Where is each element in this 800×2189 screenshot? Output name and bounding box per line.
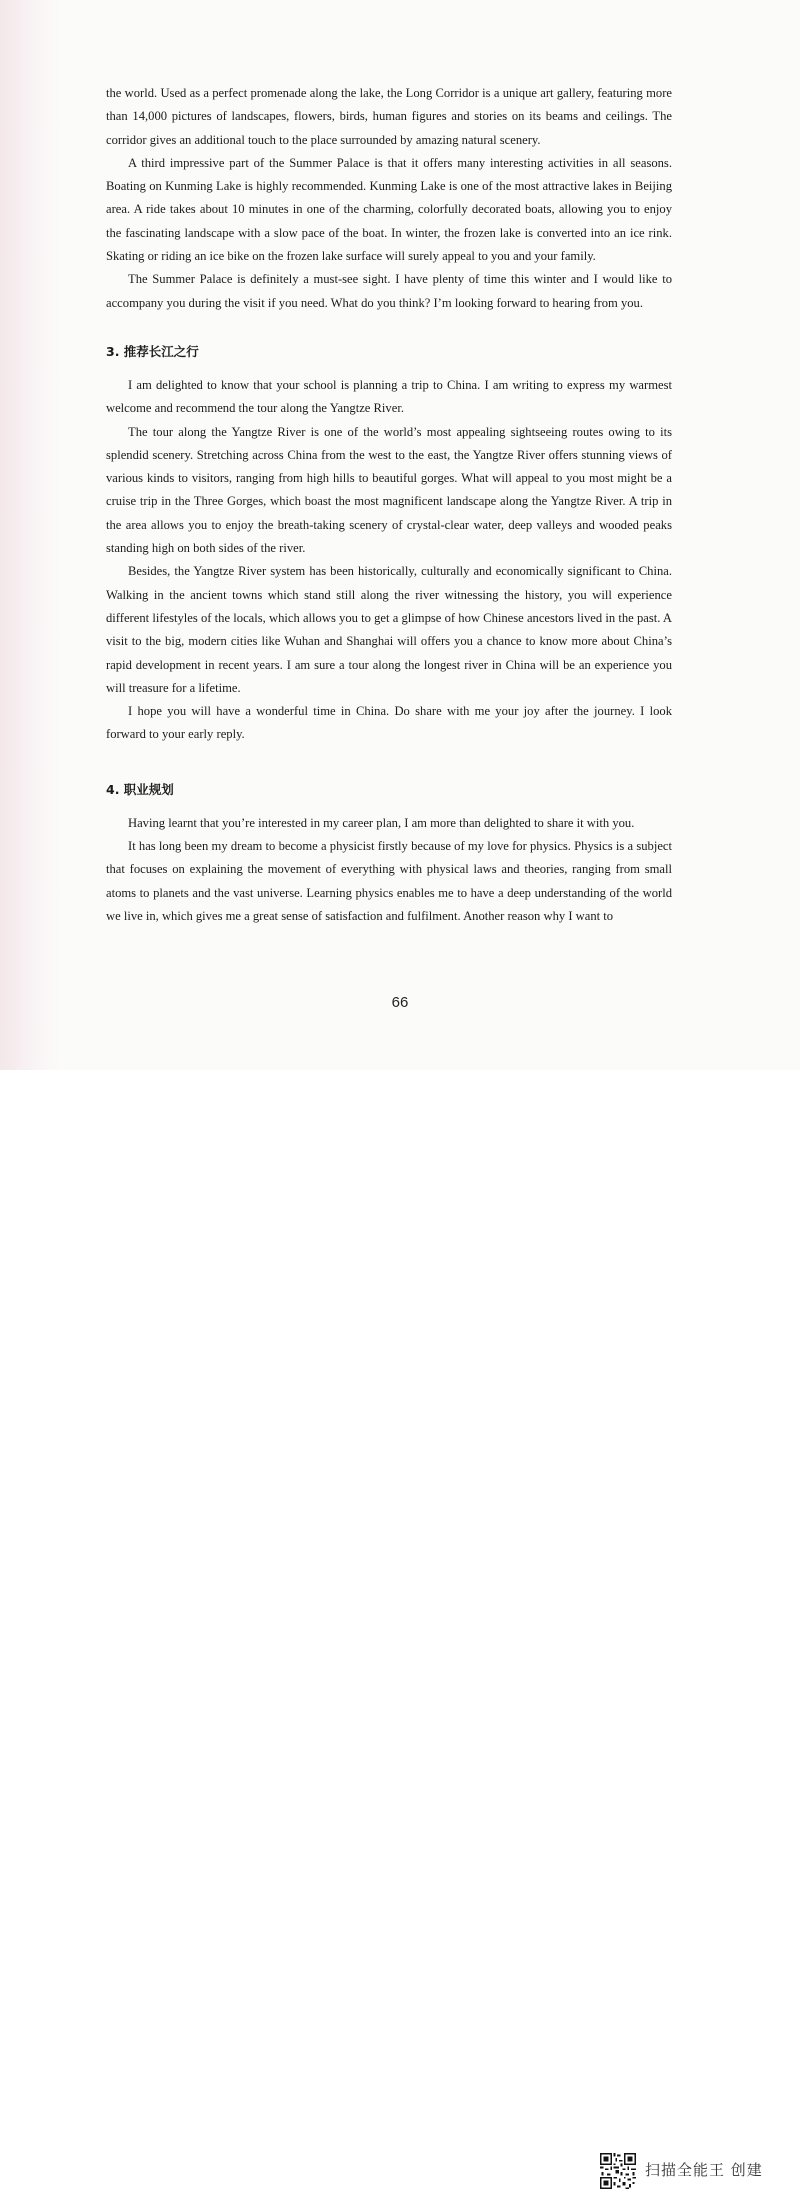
section-heading: 4. 职业规划 <box>106 781 174 797</box>
scanner-footer <box>0 1070 800 2179</box>
document-body <box>106 82 672 928</box>
paragraph: I am delighted to know that your school is planning a trip to China. I am writing to express my warmest welcome and recommend the tour along the Yangtze River. <box>106 377 672 416</box>
section-heading: 3. 推荐长江之行 <box>106 343 199 359</box>
paragraph: Besides, the Yangtze River system has been historically, culturally and economically significant to China. Walking in the ancient towns which stand still along the river witnessing the history, you will experience different lifestyles of the locals, which allows you to get a glimpse of how Chinese ancestors lived in the past. A visit to the big, modern cities like Wuhan and Shanghai will offers you a chance to know more about China’s rapid development in recent years. I am sure a tour along the longest river in China will be an experience you will treasure for a lifetime. <box>106 564 672 695</box>
paragraph: The tour along the Yangtze River is one of the world’s most appealing sightseeing routes owing to its splendid scenery. Stretching across China from the west to the east, the Yangtze River offers stunning views of various kinds to visitors, ranging from high hills to beautiful gorges. What will appeal to you most might be a cruise trip in the Three Gorges, which boast the most magnificent landscape along the Yangtze River. A trip in the area allows you to enjoy the breath-taking scenery of crystal-clear water, deep valleys and wooded peaks standing high on both sides of the river. <box>106 424 672 556</box>
scanner-brand-label: 扫描全能王 创建 <box>645 2161 763 2179</box>
paragraph: I hope you will have a wonderful time in China. Do share with me your joy after the journey. I look forward to your early reply. <box>106 704 672 742</box>
paragraph: A third impressive part of the Summer Palace is that it offers many interesting activities in all seasons. Boating on Kunming Lake is highly recommended. Kunming Lake is one of the most attractive lakes in Beijing area. A ride takes about 10 minutes in one of the charming, colorfully decorated boats, allowing you to enjoy the fascinating landscape with a slow pace of the boat. In winter, the frozen lake is converted into an ice rink. Skating or riding an ice bike on the frozen lake surface will surely appeal to you and your family. <box>106 155 672 264</box>
paragraph: the world. Used as a perfect promenade along the lake, the Long Corridor is a unique art gallery, featuring more than 14,000 pictures of landscapes, flowers, birds, human figures and stories on its beams and ceilings. The corridor gives an additional touch to the place surrounded by amazing natural scenery. <box>106 86 672 147</box>
page-number: 66 <box>391 994 409 1011</box>
paragraph: It has long been my dream to become a physicist firstly because of my love for physics. Physics is a subject that focuses on explaining the movement of everything with physical laws and theories, ranging from small atoms to planets and the vast universe. Learning physics enables me to have a deep understanding of the world we live in, which gives me a great sense of satisfaction and fulfilment. Another reason why I want to <box>106 839 672 923</box>
paragraph: Having learnt that you’re interested in my career plan, I am more than delighted to share it with you. <box>128 815 635 830</box>
qr-code-icon <box>600 2153 636 2189</box>
page-edge-shadow <box>0 0 60 1070</box>
paragraph: The Summer Palace is definitely a must-see sight. I have plenty of time this winter and I would like to accompany you during the visit if you need. What do you think? I’m looking forward to hearing from you. <box>106 272 672 310</box>
